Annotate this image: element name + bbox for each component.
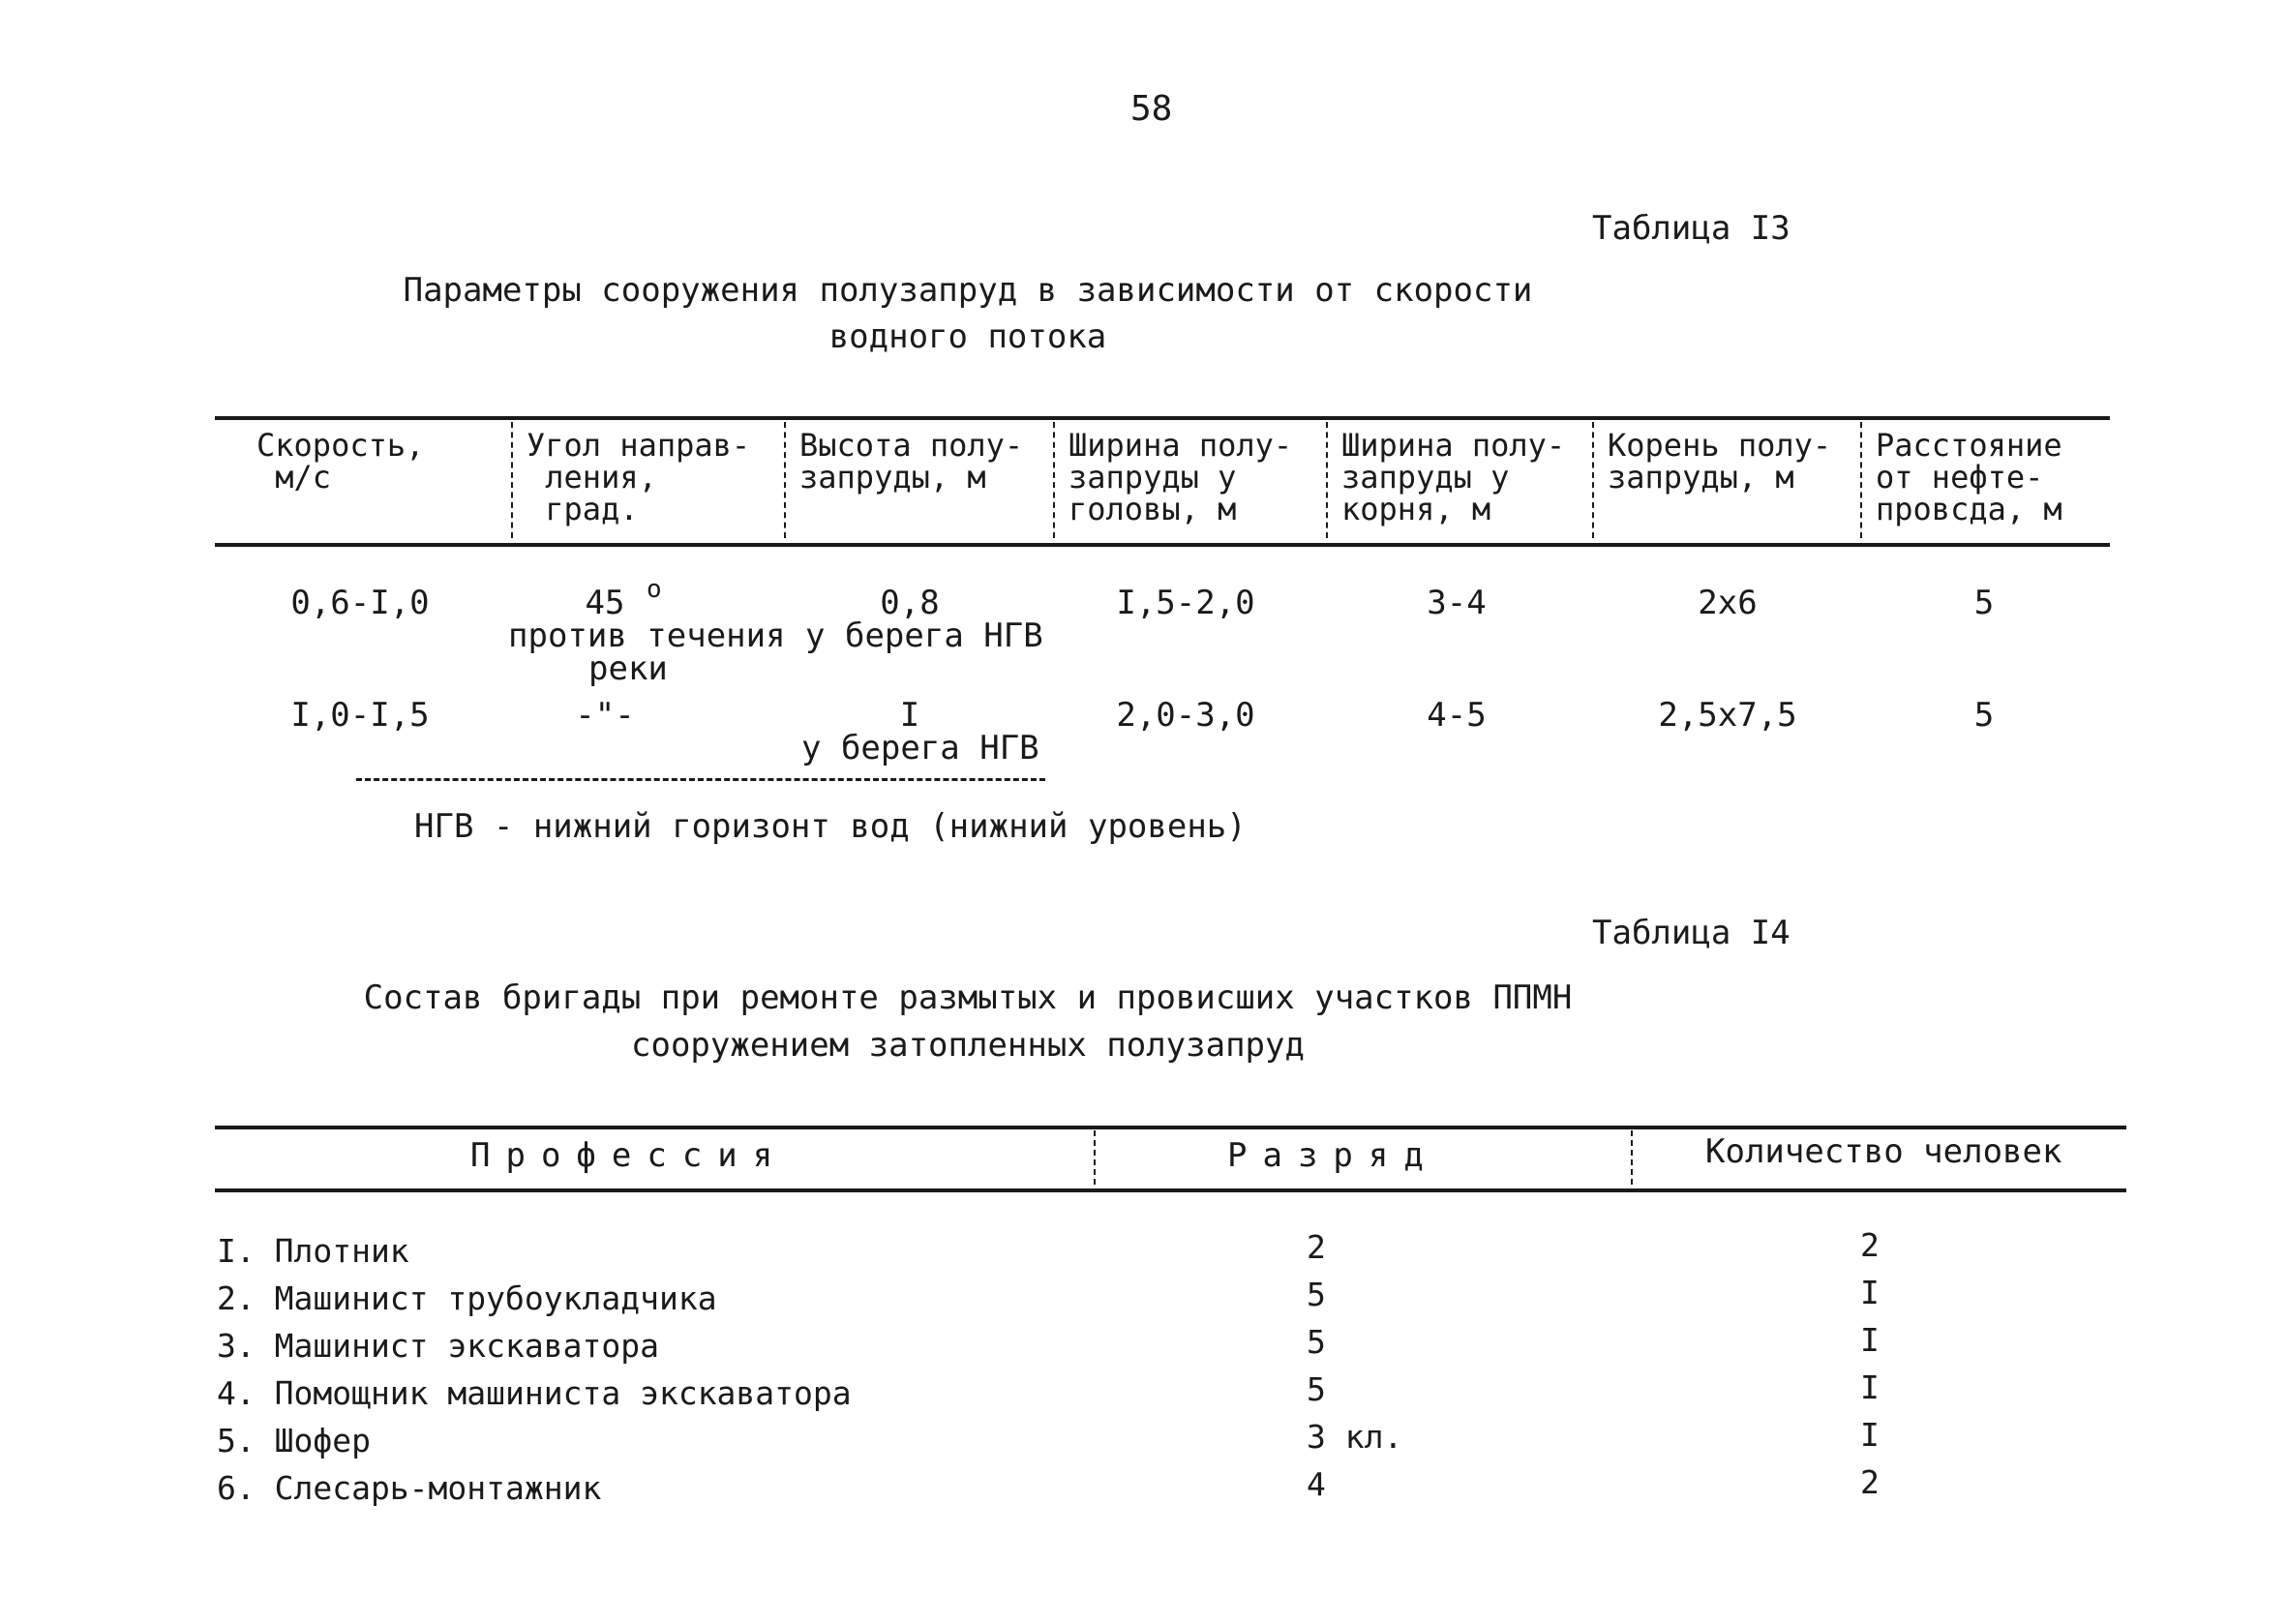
table13-r2-root: 2,5х7,5	[1658, 696, 1797, 735]
table14-row-name: 2. Машинист трубоукладчика	[217, 1279, 717, 1317]
table13-title-line1: Параметры сооружения полузапруд в зависимости от скорости	[403, 271, 1533, 310]
table13-top-rule	[215, 416, 2110, 420]
table14-row-count: I	[1860, 1274, 1880, 1311]
table14-row-name: 5. Шофер	[217, 1422, 371, 1459]
table14-row-grade: 2	[1307, 1228, 1326, 1266]
table13-r2-width-head: 2,0-3,0	[1116, 696, 1255, 735]
table13-label: Таблица I3	[1592, 209, 1790, 248]
table13-title-line2: водного потока	[828, 317, 1107, 356]
table14-col-divider	[1094, 1130, 1096, 1185]
table14-row-count: I	[1860, 1321, 1880, 1359]
table13-header-root: Корень полу- запруды, м	[1608, 427, 1832, 496]
table14-header-grade: Разряд	[1227, 1136, 1439, 1175]
table14-row-grade: 5	[1307, 1323, 1326, 1361]
table13-r2-angle: -"-	[575, 696, 635, 735]
table13-r1-note: против течения у берега НГВ	[508, 617, 1043, 655]
table14-row-count: 2	[1860, 1463, 1880, 1501]
table14-header-profession: Профессия	[470, 1136, 789, 1175]
table14-title-line1: Состав бригады при ремонте размытых и провисших участков ППМН	[363, 978, 1573, 1017]
table13-r1-speed: 0,6-I,0	[290, 584, 430, 622]
table14-row-grade: 5	[1307, 1370, 1326, 1408]
table14-row-name: 4. Помощник машиниста экскаватора	[217, 1374, 852, 1412]
table13-r1-degree: о	[647, 575, 662, 604]
table13-footnote: НГВ - нижний горизонт вод (нижний уровень)	[414, 807, 1247, 846]
table13-header-angle: Угол направ- ления, град.	[527, 427, 751, 527]
table13-footnote-divider	[356, 778, 1045, 781]
table14-row-name: I. Плотник	[217, 1232, 409, 1270]
table14-professions	[217, 1227, 852, 1512]
table13-col-divider	[1326, 422, 1328, 538]
table13-col-divider	[511, 422, 513, 538]
table14-row-grade: 3 кл.	[1307, 1418, 1403, 1456]
table14-header-count: Количество человек	[1705, 1132, 2062, 1171]
table13-r1-distance: 5	[1973, 584, 1995, 622]
table14-header-rule	[215, 1188, 2126, 1192]
table14-grades	[1307, 1223, 1402, 1508]
table14-title-line2: сооружением затопленных полузапруд	[631, 1026, 1305, 1065]
table14-row-count: I	[1860, 1368, 1880, 1406]
table13-r2-width-root: 4-5	[1427, 696, 1487, 735]
table14-top-rule	[215, 1126, 2126, 1129]
table14-label: Таблица I4	[1592, 914, 1790, 952]
table13-r2-height: I	[899, 696, 920, 735]
table13-col-divider	[784, 422, 786, 538]
table13-col-divider	[1592, 422, 1594, 538]
table14-counts	[1860, 1221, 1880, 1506]
table14-row-count: 2	[1860, 1226, 1880, 1264]
table13-header-speed: Скорость, м/с	[256, 427, 425, 496]
table13-header-distance: Расстояние от нефте- провсда, м	[1876, 427, 2062, 527]
table13-r2-note: у берега НГВ	[801, 729, 1039, 767]
table13-r1-angle: 45	[585, 584, 625, 622]
table13-r1-root: 2х6	[1698, 584, 1758, 622]
table14-row-grade: 5	[1307, 1276, 1326, 1313]
table14-row-grade: 4	[1307, 1465, 1326, 1503]
table14-col-divider	[1631, 1130, 1633, 1185]
table13-col-divider	[1053, 422, 1055, 538]
page-number: 58	[1130, 89, 1173, 129]
table13-r2-speed: I,0-I,5	[290, 696, 430, 735]
table14-row-count: I	[1860, 1416, 1880, 1454]
table13-r1-width-root: 3-4	[1427, 584, 1487, 622]
table13-r2-distance: 5	[1973, 696, 1995, 735]
table13-col-divider	[1860, 422, 1862, 538]
table13-r1-height: 0,8	[880, 584, 940, 622]
table14-row-name: 6. Слесарь-монтажник	[217, 1469, 602, 1507]
table13-r1-note2: реки	[588, 649, 668, 688]
table13-r1-width-head: I,5-2,0	[1116, 584, 1255, 622]
table14-row-name: 3. Машинист экскаватора	[217, 1327, 659, 1365]
table13-header-height: Высота полу- запруды, м	[799, 427, 1024, 496]
table13-header-width-head: Ширина полу- запруды у головы, м	[1068, 427, 1293, 527]
table13-header-width-root: Ширина полу- запруды у корня, м	[1341, 427, 1566, 527]
table13-header-rule	[215, 543, 2110, 547]
